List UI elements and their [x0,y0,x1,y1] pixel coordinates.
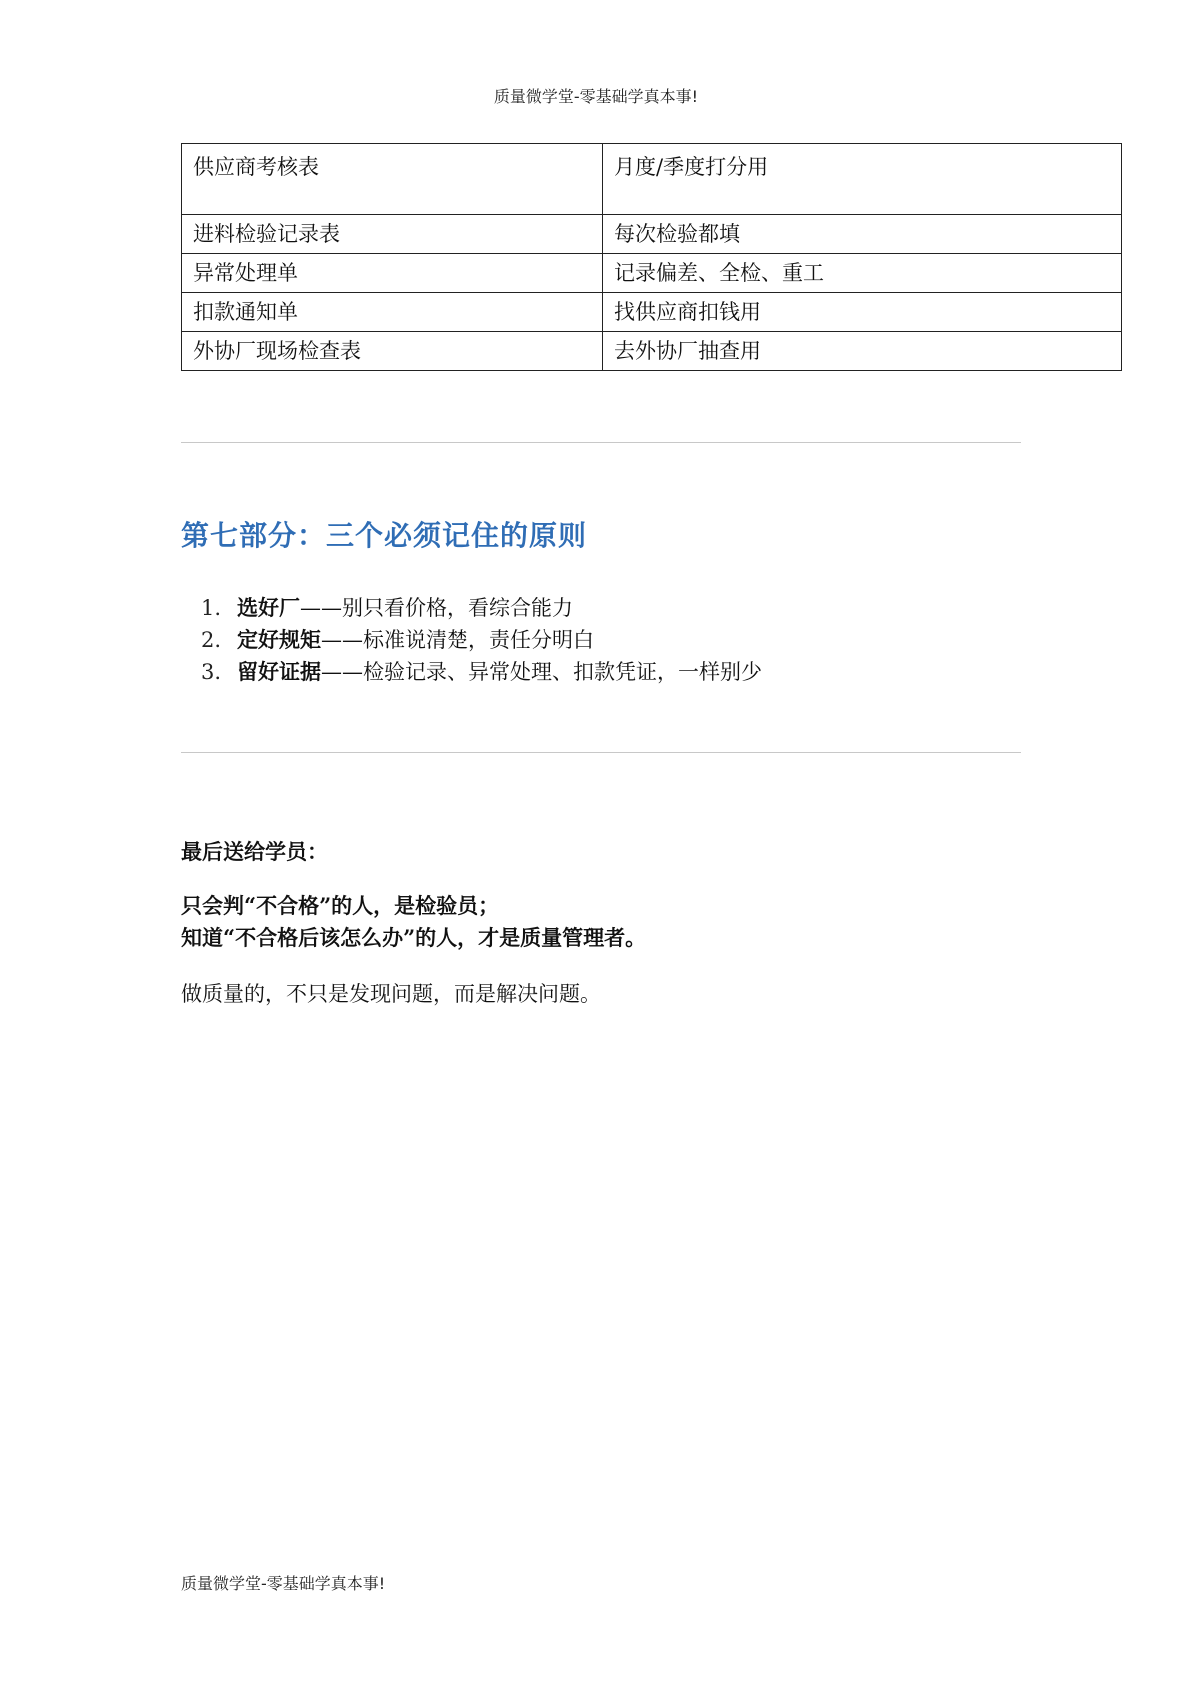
page-header: 质量微学堂-零基础学真本事! [493,87,699,106]
principle-text: ——别只看价格，看综合能力 [300,596,573,620]
form-name-cell: 供应商考核表 [182,144,603,215]
principle-text: ——标准说清楚，责任分明白 [321,628,594,652]
table-row [182,293,1122,332]
form-name-cell: 进料检验记录表 [182,215,603,254]
section-divider [181,752,1021,753]
forms-table [181,143,1122,371]
list-number: 3. [200,660,221,684]
list-item [181,624,762,656]
table-row [182,144,1122,215]
closing-line-1: 只会判“不合格”的人，是检验员； [181,893,500,918]
list-number: 2. [200,628,221,652]
list-item [181,656,762,688]
form-usage-cell: 找供应商扣钱用 [603,293,1122,332]
principle-keyword: 留好证据 [237,659,321,684]
form-usage-cell: 记录偏差、全检、重工 [603,254,1122,293]
principle-keyword: 定好规矩 [237,627,321,652]
table-row [182,215,1122,254]
closing-intro: 最后送给学员： [181,839,328,864]
list-item [181,592,762,624]
form-usage-cell: 去外协厂抽查用 [603,332,1122,371]
principle-text: ——检验记录、异常处理、扣款凭证，一样别少 [321,660,762,684]
closing-line-2: 知道“不合格后该怎么办”的人，才是质量管理者。 [181,925,647,950]
list-number: 1. [200,596,221,620]
form-name-cell: 外协厂现场检查表 [182,332,603,371]
table-row [182,332,1122,371]
form-name-cell: 扣款通知单 [182,293,603,332]
form-name-cell: 异常处理单 [182,254,603,293]
closing-line-3: 做质量的，不只是发现问题，而是解决问题。 [181,982,601,1006]
principles-list [181,592,762,688]
page-footer: 质量微学堂-零基础学真本事! [181,1574,386,1593]
section-7-heading: 第七部分：三个必须记住的原则 [181,519,588,552]
form-usage-cell: 每次检验都填 [603,215,1122,254]
table-row [182,254,1122,293]
section-divider [181,442,1021,443]
principle-keyword: 选好厂 [237,595,300,620]
form-usage-cell: 月度/季度打分用 [603,144,1122,215]
